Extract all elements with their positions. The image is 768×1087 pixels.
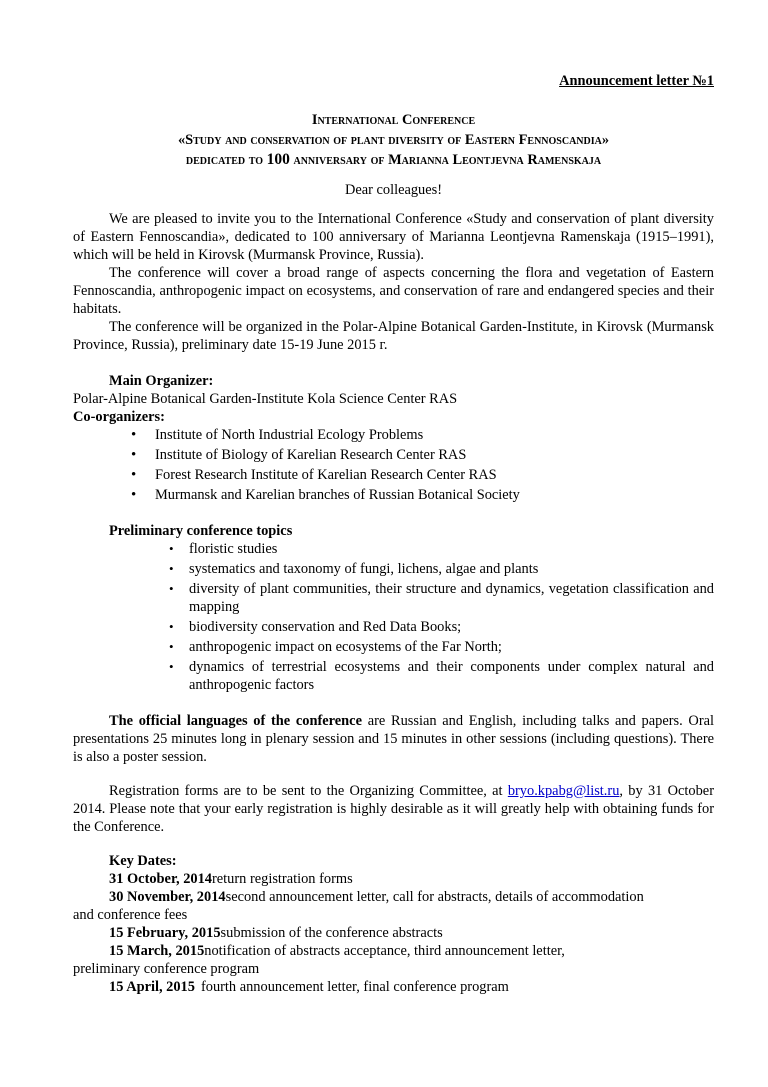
key-date-text: second announcement letter, call for abstracts, details of accommodation bbox=[225, 889, 644, 905]
topic-item: • floristic studies bbox=[73, 540, 714, 558]
key-date-continuation: preliminary conference program bbox=[73, 961, 260, 977]
intro-paragraph-1: We are pleased to invite you to the International Conference «Study and conservation of plant diversity of Eastern Fennoscandia», dedicated to 100 anniversary of Marianna Leontjevna Ramenskaja (1915–1991), which will be held in Kirovsk (Murmansk Province, Russia). bbox=[73, 211, 714, 263]
key-date-row bbox=[73, 888, 714, 906]
key-date-row bbox=[73, 924, 714, 942]
registration-post: , by 31 October 2014. Please note that your early registration is highly desirable as it will greatly help with obtaining funds for the Conference. bbox=[73, 783, 714, 835]
topic-item: • anthropogenic impact on ecosystems of the Far North; bbox=[73, 638, 714, 656]
intro-paragraph-2: The conference will cover a broad range of aspects concerning the flora and vegetation of Eastern Fennoscandia, anthropogenic impact on ecosystems, and conservation of rare and endangered species and their habitats. bbox=[73, 265, 714, 317]
languages-paragraph bbox=[73, 712, 714, 766]
conference-title-line2: «Study and conservation of plant diversity of Eastern Fennoscandia» bbox=[177, 132, 610, 148]
title-line3-pre: dedicated to bbox=[185, 152, 267, 168]
key-dates-label: Key Dates: bbox=[109, 853, 177, 869]
key-date-row bbox=[73, 870, 714, 888]
conference-title-line1: International Conference bbox=[311, 112, 476, 128]
co-organizers-list bbox=[73, 426, 714, 504]
languages-rest: are Russian and English, including talks and papers. Oral presentations 25 minutes long in plenary session and 15 minutes in other sessions (including questions). There is also a poster session. bbox=[73, 713, 714, 765]
main-organizer-value: Polar-Alpine Botanical Garden-Institute Kola Science Center RAS bbox=[73, 391, 458, 407]
topic-item: • dynamics of terrestrial ecosystems and their components under complex natural and anthropogenic factors bbox=[73, 658, 714, 694]
topics-label: Preliminary conference topics bbox=[109, 523, 293, 539]
co-organizer-item: • Forest Research Institute of Karelian Research Center RAS bbox=[73, 466, 714, 484]
topic-item: • diversity of plant communities, their structure and dynamics, vegetation classification and mapping bbox=[73, 580, 714, 616]
co-organizer-item: • Institute of Biology of Karelian Research Center RAS bbox=[73, 446, 714, 464]
key-date: 30 November, 2014 bbox=[109, 889, 226, 905]
key-date-text: notification of abstracts acceptance, third announcement letter, bbox=[204, 943, 565, 959]
topics-list bbox=[73, 540, 714, 694]
greeting: Dear colleagues! bbox=[344, 182, 443, 198]
key-date-text: return registration forms bbox=[212, 871, 353, 887]
announcement-title: Announcement letter №1 bbox=[559, 73, 714, 89]
main-organizer-label: Main Organizer: bbox=[109, 373, 214, 389]
co-organizer-item: • Institute of North Industrial Ecology Problems bbox=[73, 426, 714, 444]
email-link[interactable]: bryo.kpabg@list.ru bbox=[507, 783, 620, 799]
title-line3-number: 100 bbox=[266, 151, 290, 168]
intro-paragraph-3: The conference will be organized in the Polar-Alpine Botanical Garden-Institute, in Kirovsk (Murmansk Province, Russia), preliminary date 15-19 June 2015 г. bbox=[73, 319, 714, 353]
registration-paragraph bbox=[73, 782, 714, 836]
topic-item: • biodiversity conservation and Red Data Books; bbox=[73, 618, 714, 636]
conference-title-line3 bbox=[73, 150, 714, 170]
key-date-text: submission of the conference abstracts bbox=[220, 925, 443, 941]
registration-pre: Registration forms are to be sent to the Organizing Committee, at bbox=[109, 783, 508, 799]
key-date: 31 October, 2014 bbox=[109, 871, 212, 887]
key-date-text: fourth announcement letter, final conference program bbox=[200, 979, 509, 995]
key-date: 15 March, 2015 bbox=[109, 943, 205, 959]
title-line3-post: anniversary of Marianna Leontjevna Ramenskaja bbox=[289, 152, 602, 168]
co-organizers-label: Co-organizers: bbox=[73, 409, 165, 425]
key-date-continuation: and conference fees bbox=[73, 907, 188, 923]
key-date: 15 February, 2015 bbox=[109, 925, 221, 941]
document-body bbox=[73, 72, 714, 996]
languages-bold: The official languages of the conference bbox=[109, 713, 362, 729]
key-date-row bbox=[73, 942, 714, 960]
key-date: 15 April, 2015 bbox=[109, 979, 195, 995]
topic-item: • systematics and taxonomy of fungi, lichens, algae and plants bbox=[73, 560, 714, 578]
co-organizer-item: • Murmansk and Karelian branches of Russian Botanical Society bbox=[73, 486, 714, 504]
key-date-row bbox=[73, 978, 714, 996]
